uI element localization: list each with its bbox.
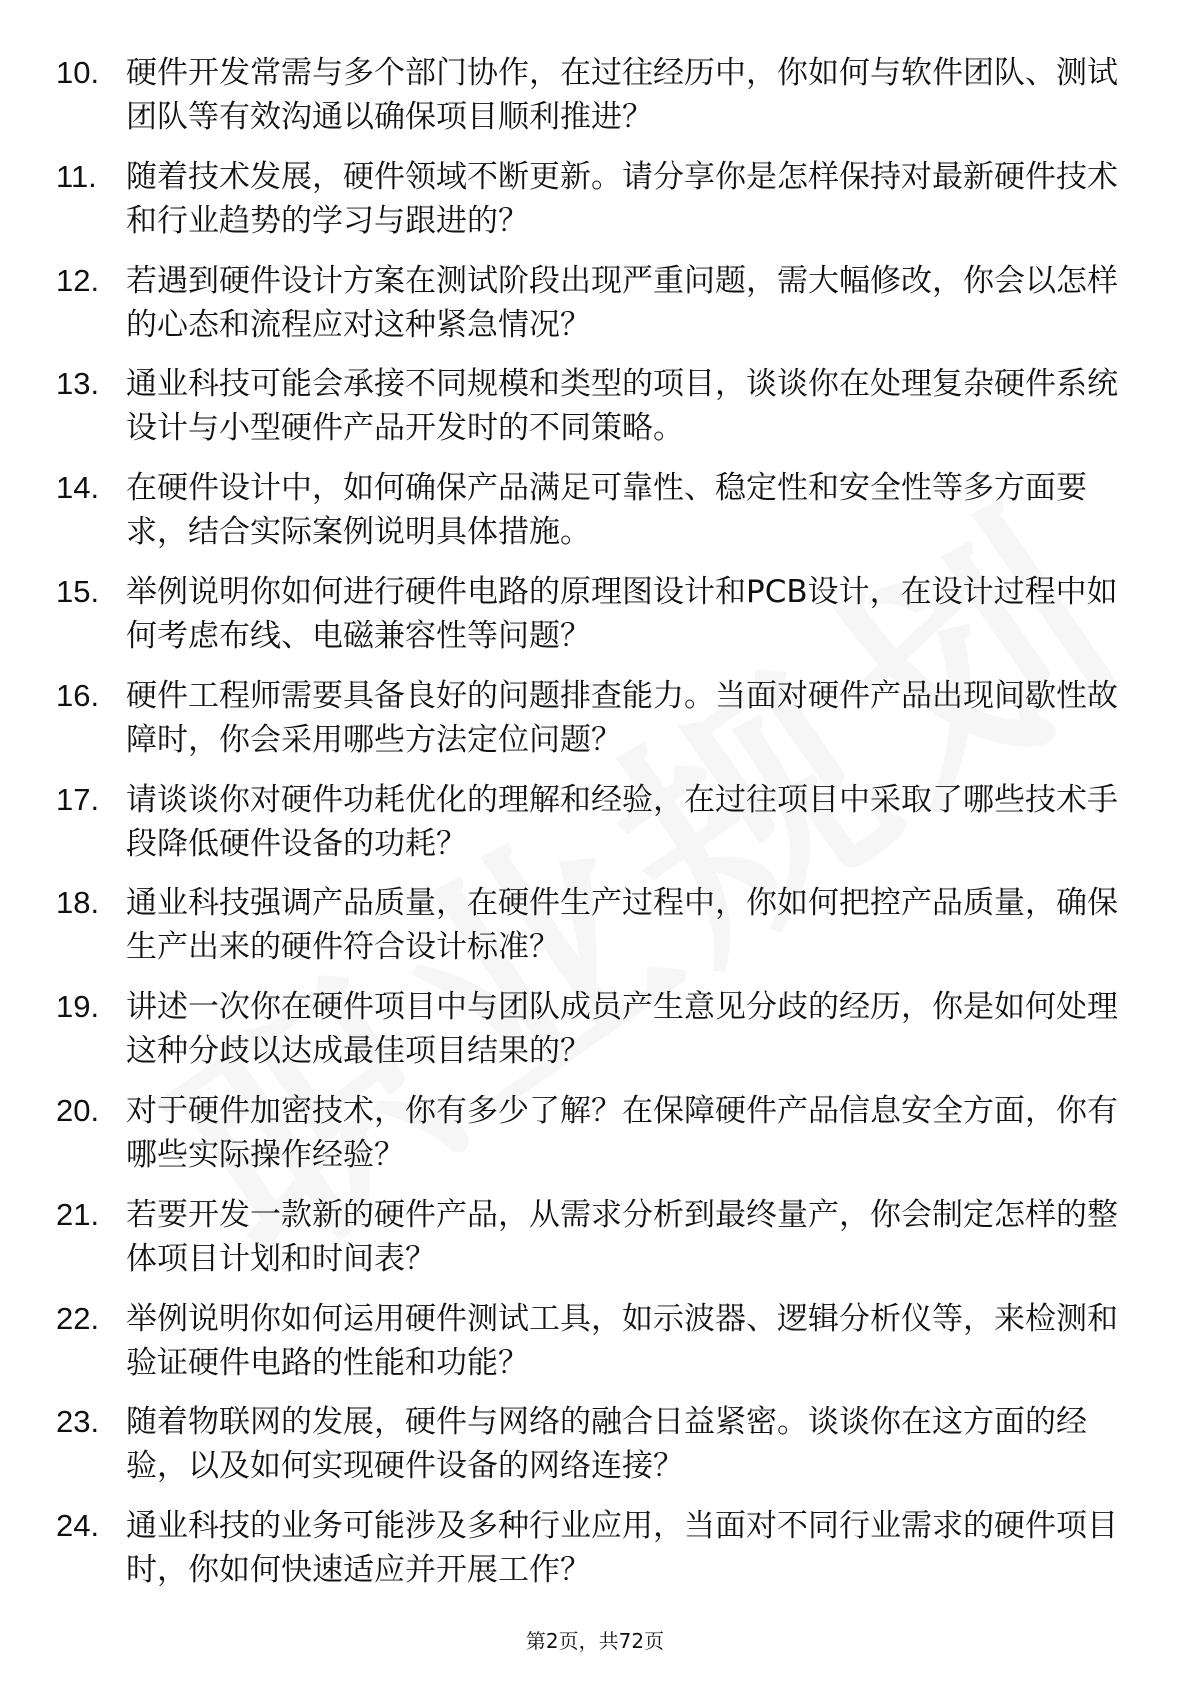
question-list bbox=[56, 51, 1136, 1608]
question-text: 硬件开发常需与多个部门协作，在过往经历中，你如何与软件团队、测试团队等有效沟通以确保项目顺利推进？ bbox=[126, 55, 1118, 135]
question-number: 15. bbox=[56, 573, 100, 609]
question-text: 在硬件设计中，如何确保产品满足可靠性、稳定性和安全性等多方面要求，结合实际案例说明具体措施。 bbox=[126, 470, 1087, 551]
question-text: 讲述一次你在硬件项目中与团队成员产生意见分歧的经历，你是如何处理这种分歧以达成最佳项目结果的？ bbox=[126, 989, 1118, 1070]
question-item bbox=[56, 778, 1136, 866]
question-number: 12. bbox=[56, 262, 100, 298]
question-number: 11. bbox=[56, 158, 97, 194]
question-number: 18. bbox=[56, 885, 100, 921]
question-text: 举例说明你如何进行硬件电路的原理图设计和PCB设计，在设计过程中如何考虑布线、电磁兼容性等问题？ bbox=[126, 573, 1118, 654]
question-number: 16. bbox=[56, 677, 100, 713]
question-number: 14. bbox=[56, 470, 100, 506]
question-item bbox=[56, 155, 1136, 243]
question-item bbox=[56, 1297, 1136, 1385]
question-item bbox=[56, 1400, 1136, 1488]
question-item bbox=[56, 1504, 1136, 1592]
page-footer: 第2页，共72页 bbox=[525, 1629, 665, 1653]
question-text: 硬件工程师需要具备良好的问题排查能力。当面对硬件产品出现间歇性故障时，你会采用哪些方法定位问题？ bbox=[126, 677, 1118, 758]
question-text: 通业科技强调产品质量，在硬件生产过程中，你如何把控产品质量，确保生产出来的硬件符合设计标准？ bbox=[126, 885, 1118, 966]
question-number: 21. bbox=[56, 1196, 100, 1232]
question-item bbox=[56, 881, 1136, 969]
question-item bbox=[56, 1089, 1136, 1177]
question-item bbox=[56, 259, 1136, 347]
question-number: 24. bbox=[56, 1508, 100, 1544]
question-item bbox=[56, 1193, 1136, 1281]
question-text: 随着技术发展，硬件领域不断更新。请分享你是怎样保持对最新硬件技术和行业趋势的学习与跟进的？ bbox=[126, 158, 1118, 239]
question-number: 13. bbox=[56, 366, 100, 402]
question-text: 对于硬件加密技术，你有多少了解？在保障硬件产品信息安全方面，你有哪些实际操作经验？ bbox=[126, 1092, 1118, 1173]
question-text: 随着物联网的发展，硬件与网络的融合日益紧密。谈谈你在这方面的经验，以及如何实现硬件设备的网络连接？ bbox=[126, 1404, 1087, 1485]
question-item bbox=[56, 51, 1136, 139]
question-text: 举例说明你如何运用硬件测试工具，如示波器、逻辑分析仪等，来检测和验证硬件电路的性能和功能？ bbox=[126, 1300, 1118, 1381]
question-text: 通业科技可能会承接不同规模和类型的项目，谈谈你在处理复杂硬件系统设计与小型硬件产品开发时的不同策略。 bbox=[126, 366, 1118, 447]
question-item bbox=[56, 570, 1136, 658]
question-item bbox=[56, 362, 1136, 450]
question-text: 请谈谈你对硬件功耗优化的理解和经验，在过往项目中采取了哪些技术手段降低硬件设备的功耗？ bbox=[126, 781, 1118, 862]
question-item bbox=[56, 985, 1136, 1073]
question-text: 若要开发一款新的硬件产品，从需求分析到最终量产，你会制定怎样的整体项目计划和时间表？ bbox=[126, 1196, 1118, 1277]
question-number: 23. bbox=[56, 1404, 100, 1440]
question-number: 17. bbox=[56, 781, 100, 817]
question-item bbox=[56, 674, 1136, 762]
question-item bbox=[56, 466, 1136, 554]
question-text: 通业科技的业务可能涉及多种行业应用，当面对不同行业需求的硬件项目时，你如何快速适应并开展工作？ bbox=[126, 1508, 1118, 1589]
question-number: 10. bbox=[56, 55, 100, 90]
question-number: 19. bbox=[56, 989, 100, 1025]
question-number: 22. bbox=[56, 1300, 100, 1336]
question-number: 20. bbox=[56, 1092, 100, 1128]
question-text: 若遇到硬件设计方案在测试阶段出现严重问题，需大幅修改，你会以怎样的心态和流程应对这种紧急情况？ bbox=[126, 262, 1118, 343]
